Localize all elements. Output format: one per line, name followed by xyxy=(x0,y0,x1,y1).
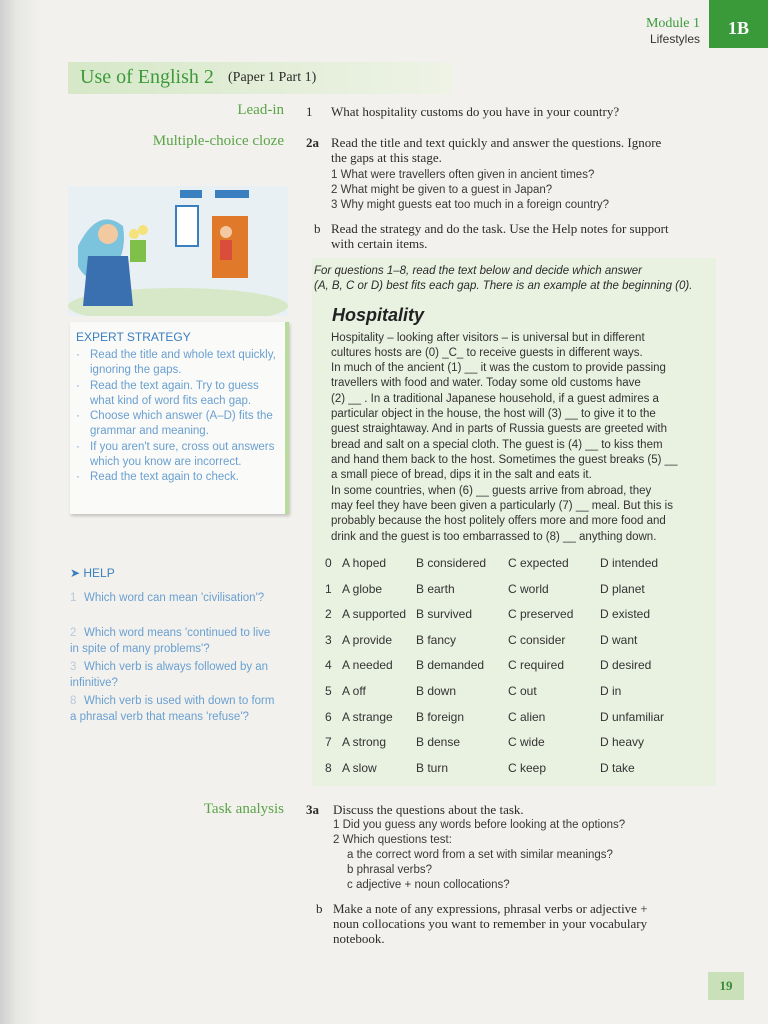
help-item-number: 1 xyxy=(70,592,77,604)
section-subtitle: (Paper 1 Part 1) xyxy=(228,70,317,85)
book-spine-shadow xyxy=(0,0,40,1024)
passage-p2-line: guest straightaway. And in parts of Russia guests are greeted with xyxy=(331,423,668,435)
option-d: D intended xyxy=(600,556,659,570)
option-a: A needed xyxy=(342,658,393,672)
q3b-line: notebook. xyxy=(333,931,385,946)
strategy-item: · Read the text again to check. xyxy=(76,470,276,485)
option-b: B foreign xyxy=(416,710,465,724)
option-number: 6 xyxy=(325,710,332,724)
option-c: C consider xyxy=(508,633,566,647)
q2a-sub-1: 1 What were travellers often given in ancient times? xyxy=(331,169,595,181)
option-d: D planet xyxy=(600,582,645,596)
option-b: B turn xyxy=(416,761,449,775)
option-d: D in xyxy=(600,684,622,698)
help-item-number: 8 xyxy=(70,695,77,707)
option-b: B demanded xyxy=(416,658,485,672)
option-b: B earth xyxy=(416,582,455,596)
section-title: Use of English 2 xyxy=(80,66,214,88)
option-b: B survived xyxy=(416,607,473,621)
option-c: C alien xyxy=(508,710,546,724)
q2a-sub-2: 2 What might be given to a guest in Japan? xyxy=(331,184,553,196)
option-number: 1 xyxy=(325,582,332,596)
option-a: A hoped xyxy=(342,556,387,570)
option-d: D take xyxy=(600,761,635,775)
passage-p2-line: particular object in the house, the host will (3) __ to give it to the xyxy=(331,408,656,420)
q3b-number: b xyxy=(316,901,323,916)
option-b: B dense xyxy=(416,735,461,749)
option-c: C world xyxy=(508,582,549,596)
help-item xyxy=(70,660,280,691)
strategy-item: · Read the title and whole text quickly, ignoring the gaps. xyxy=(76,348,276,379)
option-c: C keep xyxy=(508,761,547,775)
option-b: B down xyxy=(416,684,457,698)
passage-p2-line: a small piece of bread, dips it in the salt and eats it. xyxy=(331,469,592,481)
help-item-text: Which verb is always followed by an infinitive? xyxy=(70,661,269,689)
q2b-line1: Read the strategy and do the task. Use the Help notes for support xyxy=(331,221,669,236)
option-number: 2 xyxy=(325,607,332,621)
lead-in-label: Lead-in xyxy=(237,102,284,118)
expert-strategy-box xyxy=(70,322,289,514)
help-item-number: 2 xyxy=(70,627,77,639)
help-item xyxy=(70,591,280,607)
help-item-number: 3 xyxy=(70,661,77,673)
option-c: C required xyxy=(508,658,565,672)
help-title: ➤ HELP xyxy=(70,566,115,580)
q3b-line: noun collocations you want to remember in your vocabulary xyxy=(333,916,648,931)
option-b: B fancy xyxy=(416,633,457,647)
q3a-text: Discuss the questions about the task. xyxy=(333,802,524,817)
strategy-item: · Read the text again. Try to guess what kind of word fits each gap. xyxy=(76,379,276,410)
q3b-line: Make a note of any expressions, phrasal verbs or adjective + xyxy=(333,901,648,916)
q3a-sub: c adjective + noun collocations? xyxy=(347,879,510,891)
passage-title: Hospitality xyxy=(332,305,425,325)
option-a: A globe xyxy=(342,582,383,596)
section-header xyxy=(68,62,453,94)
option-a: A supported xyxy=(342,607,407,621)
passage-p3-line: probably because the host politely offers more and more food and xyxy=(331,515,666,527)
passage-p2-line: (2) __ . In a traditional Japanese household, if a guest admires a xyxy=(331,393,659,405)
module-label: Module 1 xyxy=(645,16,700,31)
strategy-title: EXPERT STRATEGY xyxy=(76,330,191,344)
option-d: D unfamiliar xyxy=(600,710,665,724)
multiple-choice-cloze-label: Multiple-choice cloze xyxy=(152,133,284,149)
option-d: D desired xyxy=(600,658,652,672)
option-c: C wide xyxy=(508,735,545,749)
q2a-line2: the gaps at this stage. xyxy=(331,150,442,165)
option-a: A off xyxy=(342,684,366,698)
q3a-sub: 2 Which questions test: xyxy=(333,834,452,846)
task-analysis-label: Task analysis xyxy=(203,801,284,817)
q3a-sub: a the correct word from a set with similar meanings? xyxy=(347,849,613,861)
help-item-text: Which word means 'continued to live in spite of many problems'? xyxy=(70,627,271,655)
passage-p2-line: In much of the ancient (1) __ it was the custom to provide passing xyxy=(331,362,666,374)
passage-p1-line: Hospitality – looking after visitors – is universal but in different xyxy=(331,332,645,344)
option-c: C expected xyxy=(508,556,569,570)
passage-p2-line: and hand them back to the host. Sometimes the guest breaks (5) __ xyxy=(331,454,678,466)
q1-text: What hospitality customs do you have in your country? xyxy=(331,104,620,119)
q3a-number: 3a xyxy=(306,802,319,817)
strategy-list xyxy=(76,348,276,486)
option-number: 8 xyxy=(325,761,332,775)
hospitality-illustration xyxy=(68,186,288,316)
passage-p2-line: travellers with food and water. Today some old customs have xyxy=(331,377,641,389)
q3a-sub: 1 Did you guess any words before looking at the options? xyxy=(333,819,626,831)
option-c: C out xyxy=(508,684,537,698)
strategy-item: · If you aren't sure, cross out answers which you know are incorrect. xyxy=(76,440,276,471)
option-number: 0 xyxy=(325,556,332,570)
help-item xyxy=(70,694,280,725)
passage-p1-line: cultures hosts are (0) _C_ to receive guests in different ways. xyxy=(331,347,643,359)
help-item-text: Which word can mean 'civilisation'? xyxy=(84,592,265,604)
q2a-number: 2a xyxy=(306,135,319,150)
q3a-sub: b phrasal verbs? xyxy=(347,864,433,876)
option-a: A strong xyxy=(342,735,387,749)
page-number: 19 xyxy=(708,972,744,1000)
passage-p3-line: may feel they have been given a particularly (7) __ meal. But this is xyxy=(331,500,673,512)
option-b: B considered xyxy=(416,556,487,570)
passage-p2-line: bread and salt on a special cloth. The guest is (4) __ to kiss them xyxy=(331,439,663,451)
option-number: 7 xyxy=(325,735,332,749)
instructions-line1: For questions 1–8, read the text below and decide which answer xyxy=(314,265,642,277)
option-a: A slow xyxy=(342,761,377,775)
q2b-number: b xyxy=(314,221,321,236)
instructions-line2: (A, B, C or D) best fits each gap. There is an example at the beginning (0). xyxy=(314,280,693,292)
option-d: D heavy xyxy=(600,735,645,749)
q2a-line1: Read the title and text quickly and answer the questions. Ignore xyxy=(331,135,662,150)
option-number: 4 xyxy=(325,658,332,672)
option-d: D want xyxy=(600,633,638,647)
passage-p3-line: drink and the guest is too embarrassed to (8) __ anything down. xyxy=(331,531,657,543)
passage-p3-line: In some countries, when (6) __ guests arrive from abroad, they xyxy=(331,485,652,497)
help-item-text: Which verb is used with down to form a phrasal verb that means 'refuse'? xyxy=(70,695,275,723)
option-a: A provide xyxy=(342,633,393,647)
option-number: 5 xyxy=(325,684,332,698)
module-subtitle: Lifestyles xyxy=(649,32,700,46)
option-number: 3 xyxy=(325,633,332,647)
unit-badge: 1B xyxy=(709,0,768,48)
option-a: A strange xyxy=(342,710,393,724)
q1-number: 1 xyxy=(306,104,313,119)
strategy-item: · Choose which answer (A–D) fits the grammar and meaning. xyxy=(76,409,276,440)
q2b-line2: with certain items. xyxy=(331,236,428,251)
help-item xyxy=(70,626,280,657)
q2a-sub-3: 3 Why might guests eat too much in a foreign country? xyxy=(331,199,610,211)
option-d: D existed xyxy=(600,607,651,621)
option-c: C preserved xyxy=(508,607,574,621)
